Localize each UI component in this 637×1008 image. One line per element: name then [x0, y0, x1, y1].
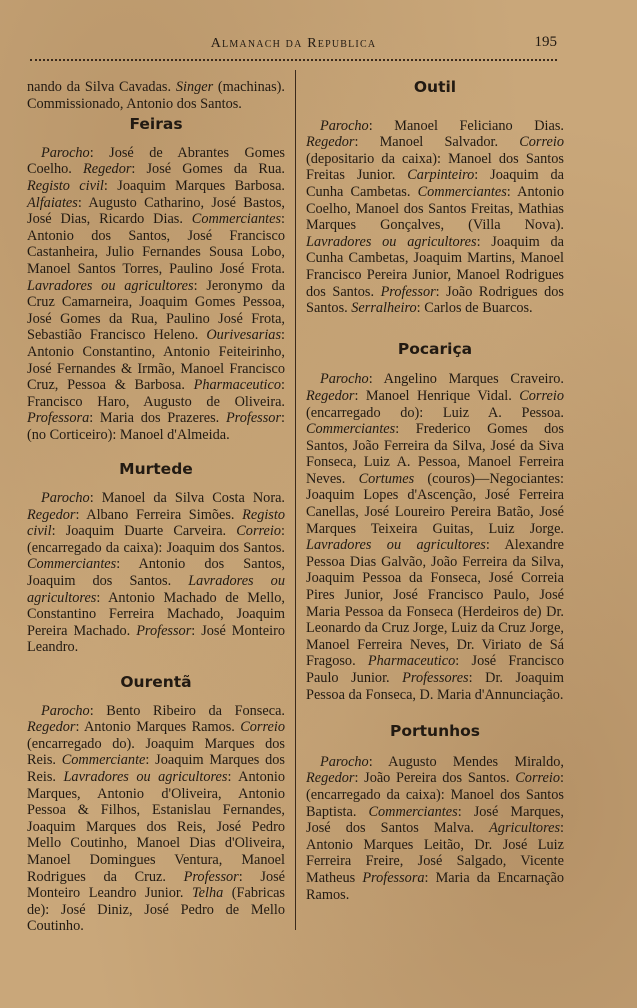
- right-column: [306, 79, 564, 903]
- role-label: Lavradores ou agricultores: [306, 537, 486, 554]
- entry-text: : José Francisco Paulo Junior.: [306, 653, 565, 686]
- role-label: Serralheiro: [351, 300, 417, 317]
- role-label: Regedor: [306, 387, 355, 404]
- role-label: Pharmaceutico: [367, 653, 456, 670]
- entry-text: : Antonio Marques, Antonio d'Oliveira, Antonio Pessoa & Filhos, Estanislau Fernandes, Joaquim Marques dos Reis, José Pedro Mello Coutinho, Manoel Dias d'Oliveira, Manoel Domingues Ventura, Manoel Rodrigues da Cruz.: [27, 768, 285, 885]
- entry-text: (Fabricas de): José Diniz, José Pedro de Mello Coutinho.: [27, 885, 285, 935]
- role-label: Commerciantes: [27, 556, 117, 573]
- entry-text: (machinas). Commissionado, Antonio dos Santos.: [27, 79, 285, 112]
- role-label: Professor: [183, 868, 239, 885]
- entry-text: : Joaquim da Cunha Cambetas, Joaquim Martins, Manoel Francisco Pereira Junior, Manoel Rodrigues dos Santos.: [306, 233, 564, 300]
- entry-feiras: [27, 145, 285, 444]
- role-label: Lavradores ou agricultores: [27, 573, 285, 606]
- entry-text: : Bento Ribeiro da Fonseca.: [89, 702, 285, 719]
- role-label: Commerciantes: [191, 211, 282, 228]
- page-number: 195: [534, 34, 557, 50]
- role-label: Agricultores: [489, 820, 561, 837]
- entry-text: : Albano Ferreira Simões.: [75, 506, 243, 523]
- header-rule: [30, 59, 557, 61]
- role-label: Lavradores ou agricultores: [306, 233, 477, 250]
- entry-text: : José de Abrantes Gomes Coelho.: [27, 144, 285, 178]
- role-label: Parocho: [320, 371, 369, 388]
- heading-ourenta: Ourentã: [120, 673, 192, 691]
- entry-text: : Antonio Coelho, Manoel dos Santos Freitas, Mathias Marques Gonçalves, (Villa Nova).: [306, 183, 564, 234]
- entry-text: : Joaquim Marques Barbosa.: [103, 177, 285, 194]
- entry-text: : Manoel Salvador.: [354, 134, 520, 151]
- role-label: Pharmaceutico: [193, 377, 282, 394]
- left-column: [27, 79, 285, 935]
- entry-text: : Joaquim da Cunha Cambetas.: [306, 167, 564, 200]
- entry-text: (encarregado do): Luiz A. Pessoa.: [306, 404, 564, 421]
- heading-feiras: Feiras: [129, 115, 183, 134]
- entry-ourenta: [27, 703, 285, 935]
- entry-portunhos: [306, 754, 564, 903]
- role-label: Commerciante: [61, 752, 146, 769]
- heading-outil: Outil: [413, 78, 457, 96]
- role-label: Professor: [225, 410, 282, 427]
- entry-text: : José Monteiro Leandro.: [27, 622, 285, 656]
- entry-text: : Augusto Catharino, José Bastos, José Dias, Ricardo Dias.: [27, 194, 285, 228]
- role-label: Commerciantes: [368, 803, 458, 820]
- entry-text: : Alexandre Pessoa Dias Galvão, João Ferreira da Silva, Joaquim Pessoa da Fonseca, José Correia Pires Junior, José Francisco Paulo, José Maria Pessoa da Fonseca (Herdeiros de) Dr. Leonardo da Cruz Jorge, Luiz da Cruz Jorge, Manoel Ferreira Neves, Dr. Viriato de Sá Fragoso.: [306, 537, 564, 670]
- role-label: Regedor: [27, 719, 76, 736]
- role-label: Correio: [519, 134, 564, 151]
- entry-text: : Antonio dos Santos, José Francisco Castanheira, Julio Fernandes Sousa Lobo, Manoel Santos Torres, Paulino José Frota.: [27, 211, 285, 277]
- role-label: Parocho: [320, 117, 369, 134]
- role-label: Lavradores ou agricultores: [27, 277, 194, 294]
- role-label: Correio: [240, 719, 285, 736]
- entry-murtede: [27, 490, 285, 656]
- entry-text: : Jeronymo da Cruz Camarneira, Joaquim Gomes Pessoa, José Gomes da Rua, Paulino José Frota, Sebastião Francisco Heleno.: [27, 277, 285, 344]
- entry-text: nando da Silva Cavadas.: [27, 79, 176, 95]
- role-label: Professora: [27, 410, 90, 427]
- role-label: Professora: [362, 869, 425, 886]
- role-label: Regedor: [306, 134, 355, 151]
- role-label: Parocho: [320, 753, 369, 770]
- entry-text: : Joaquim Marques dos Reis.: [27, 752, 285, 785]
- entry-text: : (encarregado da caixa): Manoel dos Santos Baptista.: [306, 770, 564, 820]
- heading-murtede: Murtede: [119, 460, 193, 479]
- entry-text: : Frederico Gomes dos Santos, João Ferreira da Silva, José da Siva Fonseca, Luiz A. Pessoa, Manoel Ferreira Neves.: [306, 421, 564, 487]
- heading-pocarica: Pocariça: [397, 339, 473, 358]
- role-label: Cortumes: [358, 470, 415, 487]
- running-title: Almanach da Republica: [210, 36, 377, 51]
- entry-text: : Carlos de Buarcos.: [416, 300, 533, 317]
- role-label: Parocho: [41, 144, 90, 161]
- role-label: Parocho: [41, 490, 90, 507]
- entry-text: : Antonio Constantino, Antonio Feiteirinho, José Fernandes & Irmão, Manoel Francisco Cruz, Pessoa & Barbosa.: [27, 327, 285, 394]
- entry-text: : Maria dos Prazeres.: [89, 410, 226, 427]
- column-divider: [295, 70, 296, 930]
- entry-text: : Manoel Henrique Vidal.: [354, 387, 520, 404]
- role-label: Commerciantes: [306, 421, 396, 438]
- entry-text: : (encarregado da caixa): Joaquim dos Santos.: [27, 523, 285, 556]
- continuation-entry: [27, 79, 285, 112]
- entry-text: (couros)—Negociantes: Joaquim Lopes d'Ascenção, José Ferreira Canellas, José Loureiro Pereira Batão, José Marques Teixeira Guitas, Luiz Jorge.: [306, 470, 564, 537]
- role-label: Correio: [519, 387, 564, 404]
- entry-text: : Joaquim Duarte Carveira.: [51, 523, 237, 540]
- entry-text: : Antonio Marques Ramos.: [75, 719, 241, 736]
- entry-text: : José Monteiro Leandro Junior.: [27, 868, 286, 902]
- role-label: Alfaiates: [27, 194, 78, 211]
- role-label: Parocho: [41, 702, 90, 719]
- role-label: Correio: [515, 770, 561, 787]
- entry-text: : Manoel da Silva Costa Nora.: [89, 490, 285, 507]
- entry-text: (encarregado do). Joaquim Marques dos Reis.: [27, 735, 285, 769]
- role-label: Commerciantes: [417, 183, 507, 200]
- entry-text: (depositario da caixa): Manoel dos Santos Freitas Junior.: [306, 150, 564, 184]
- role-label: Ourivesarias: [206, 327, 282, 344]
- role-label: Professor: [136, 622, 192, 639]
- entry-text: : João Pereira dos Santos.: [354, 770, 516, 787]
- role-label: Regedor: [27, 506, 76, 523]
- role-label: Registo civil: [27, 177, 104, 194]
- role-label: Singer: [175, 79, 214, 95]
- entry-text: : Augusto Mendes Miraldo,: [368, 753, 564, 770]
- role-label: Registo civil: [27, 506, 285, 540]
- role-label: Telha: [191, 885, 224, 902]
- entry-text: : Francisco Haro, Augusto de Oliveira.: [27, 377, 285, 410]
- entry-text: : Antonio Machado de Mello, Constantino Ferreira Machado, Joaquim Pereira Machado.: [27, 589, 285, 639]
- page-header: [30, 34, 557, 60]
- role-label: Lavradores ou agricultores: [63, 768, 228, 785]
- entry-text: : João Rodrigues dos Santos.: [306, 283, 564, 317]
- entry-text: : José Marques, José dos Santos Malva.: [306, 803, 564, 837]
- entry-text: : José Gomes da Rua.: [131, 161, 286, 178]
- entry-text: : Antonio dos Santos, Joaquim dos Santos.: [27, 556, 285, 590]
- role-label: Carpinteiro: [407, 167, 475, 184]
- entry-text: : Angelino Marques Craveiro.: [368, 371, 564, 388]
- role-label: Professores: [402, 670, 469, 686]
- entry-text: : Dr. Joaquim Pessoa da Fonseca, D. Maria d'Annunciação.: [306, 670, 564, 703]
- entry-text: : (no Corticeiro): Manoel d'Almeida.: [27, 410, 285, 443]
- role-label: Regedor: [306, 770, 355, 787]
- heading-portunhos: Portunhos: [389, 722, 481, 741]
- entry-text: : Maria da Encarnação Ramos.: [306, 869, 565, 903]
- role-label: Professor: [380, 283, 436, 300]
- entry-text: : Antonio Marques Leitão, Dr. José Luiz Ferreira Freire, José Salgado, Vicente Matheus: [306, 820, 564, 886]
- entry-outil: [306, 118, 564, 317]
- role-label: Regedor: [82, 161, 132, 178]
- entry-pocarica: [306, 371, 564, 703]
- role-label: Correio: [236, 523, 282, 540]
- entry-text: : Manoel Feliciano Dias.: [368, 117, 564, 134]
